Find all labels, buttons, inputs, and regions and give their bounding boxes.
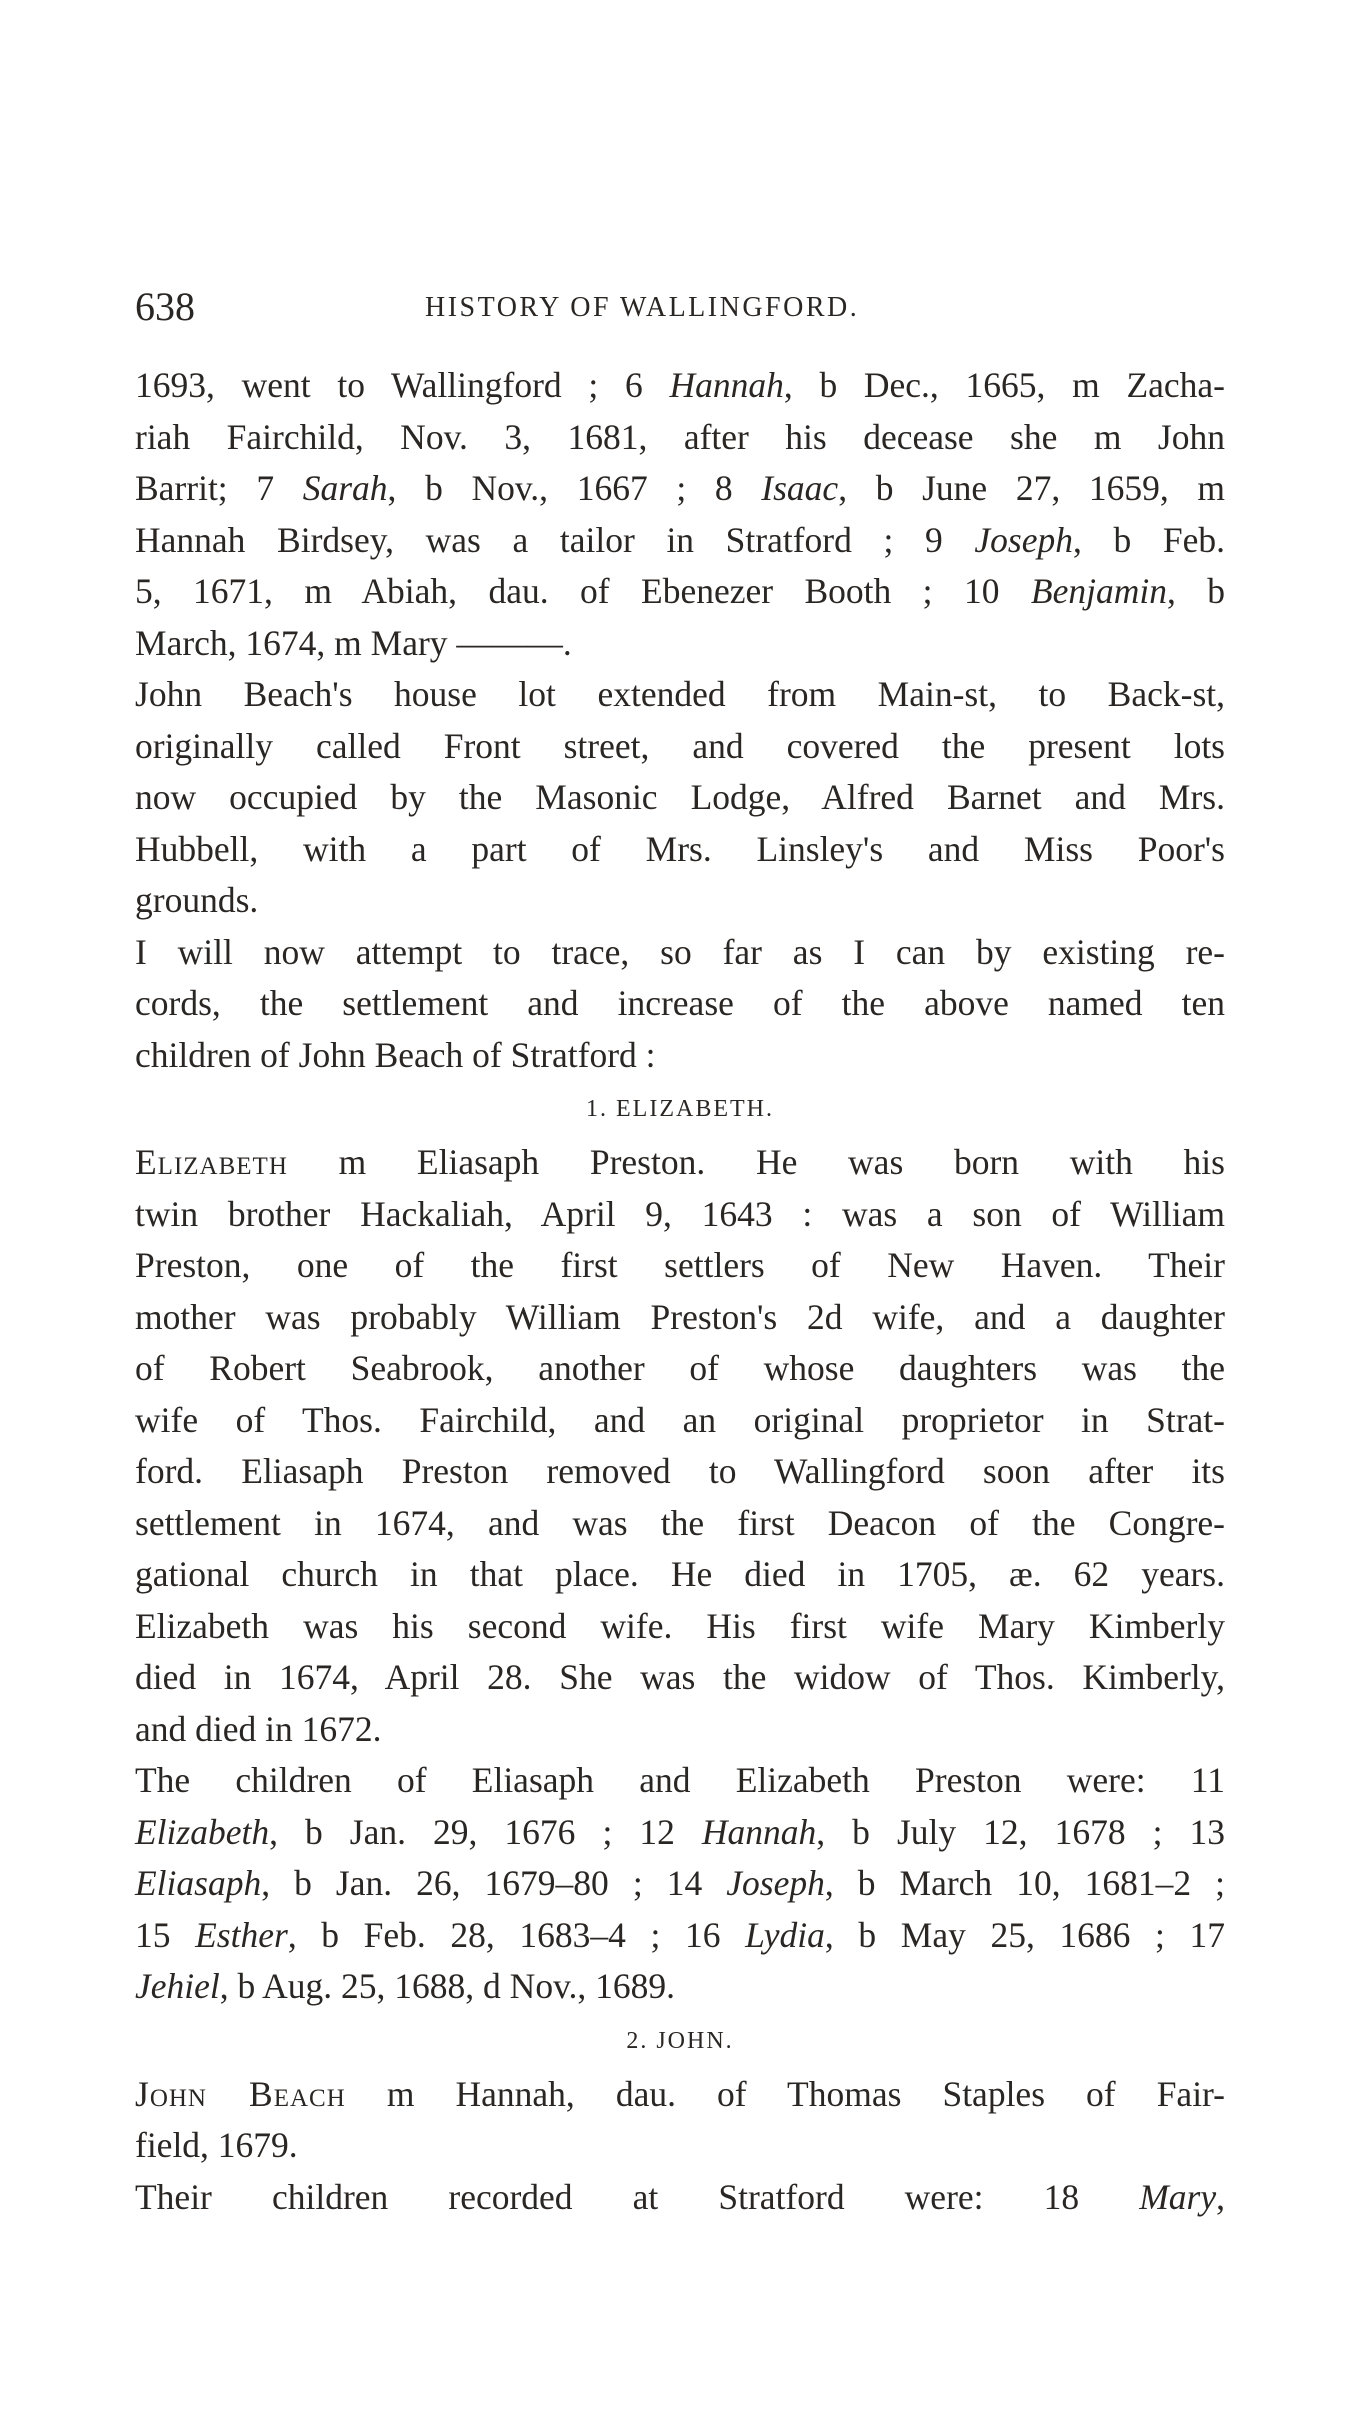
text-run: , b Dec., 1665, m Zacha- [783, 365, 1225, 405]
small-caps-name: John Beach [135, 2073, 346, 2114]
paragraph-john-children [135, 2172, 1225, 2224]
text-line: mother was probably William Preston's 2d wife, and a daughter [135, 1296, 1225, 1337]
text-run: m Eliasaph Preston. He was born with his [287, 1142, 1225, 1182]
text-run: , b March 10, 1681–2 ; [824, 1863, 1226, 1903]
text-run: 15 [135, 1914, 196, 1955]
text-line: children of John Beach of Stratford : [135, 1034, 656, 1075]
text-run: Barrit; 7 [135, 468, 303, 508]
text-run: , b June 27, 1659, m [838, 468, 1225, 508]
paragraph-elizabeth [135, 1137, 1225, 1755]
text-line: Hubbell, with a part of Mrs. Linsley's and Miss Poor's [135, 828, 1225, 869]
paragraph-intro [135, 927, 1225, 1082]
italic-name: Hannah [669, 365, 784, 405]
text-line: of Robert Seabrook, another of whose daughters was the [135, 1348, 1225, 1388]
text-run: m Hannah, dau. of Thomas Staples of Fair- [345, 2073, 1225, 2114]
page-number: 638 [135, 284, 195, 329]
text-line [135, 515, 1225, 567]
text-run: , b Aug. 25, 1688, d Nov., 1689. [219, 1966, 676, 2006]
text-line: and died in 1672. [135, 1708, 382, 1749]
text-line: Elizabeth was his second wife. His first wife Mary Kimberly [135, 1605, 1225, 1646]
text-line: March, 1674, m Mary ———. [135, 622, 572, 663]
text-run: , b Jan. 26, 1679–80 ; 14 [261, 1863, 727, 1903]
text-run: , b [1166, 571, 1225, 611]
text-line [135, 566, 1225, 618]
italic-name: Sarah [302, 468, 388, 508]
text-run: Hannah Birdsey, was a tailor in Stratford ; 9 [135, 519, 975, 560]
text-line: now occupied by the Masonic Lodge, Alfred Barnet and Mrs. [135, 777, 1225, 817]
italic-name: Lydia [745, 1914, 825, 1955]
text-line [135, 2069, 1225, 2121]
body-text [135, 360, 1225, 2223]
text-line: died in 1674, April 28. She was the widow of Thos. Kimberly, [135, 1657, 1225, 1697]
text-line: grounds. [135, 880, 259, 920]
text-line: field, 1679. [135, 2125, 298, 2165]
text-run: , b Nov., 1667 ; 8 [387, 468, 762, 508]
text-line [135, 463, 1225, 515]
italic-name: Elizabeth [135, 1811, 270, 1852]
paragraph-house-lot [135, 669, 1225, 927]
text-line: ford. Eliasaph Preston removed to Wallingford soon after its [135, 1451, 1225, 1491]
text-line: Preston, one of the first settlers of New Haven. Their [135, 1245, 1225, 1285]
text-line: gational church in that place. He died in 1705, æ. 62 years. [135, 1554, 1225, 1594]
text-line: The children of Eliasaph and Elizabeth Preston were: 11 [135, 1760, 1225, 1800]
italic-name: Esther [195, 1914, 288, 1955]
italic-name: Benjamin [1030, 571, 1167, 611]
section-heading-elizabeth: 1. ELIZABETH. [586, 1096, 774, 1122]
italic-name: Jehiel [135, 1966, 220, 2006]
italic-name: Eliasaph [135, 1863, 262, 1903]
text-line: I will now attempt to trace, so far as I can by existing re- [135, 931, 1225, 972]
text-run: , b Feb. [1072, 519, 1225, 560]
text-run: , [1216, 2176, 1225, 2217]
italic-name: Mary [1139, 2176, 1217, 2217]
text-line: John Beach's house lot extended from Main-st, to Back-st, [135, 674, 1225, 714]
running-title: HISTORY OF WALLINGFORD. [425, 292, 860, 323]
text-line [135, 1858, 1225, 1910]
paragraph-children-continued [135, 360, 1225, 669]
text-line: twin brother Hackaliah, April 9, 1643 : was a son of William [135, 1193, 1225, 1234]
italic-name: Joseph [726, 1863, 825, 1903]
text-line: settlement in 1674, and was the first Deacon of the Congre- [135, 1502, 1225, 1543]
text-run: , b Feb. 28, 1683–4 ; 16 [287, 1914, 746, 1955]
text-line: cords, the settlement and increase of the above named ten [135, 983, 1225, 1023]
text-line: wife of Thos. Fairchild, and an original proprietor in Strat- [135, 1399, 1225, 1440]
text-line [135, 360, 1225, 412]
text-run: 5, 1671, m Abiah, dau. of Ebenezer Booth ; 10 [135, 571, 1031, 611]
text-run: , b May 25, 1686 ; 17 [824, 1914, 1226, 1955]
text-line: riah Fairchild, Nov. 3, 1681, after his decease she m John [135, 416, 1225, 457]
running-head [135, 282, 1225, 332]
text-line [135, 1910, 1225, 1962]
text-run: , b Jan. 29, 1676 ; 12 [269, 1811, 702, 1852]
text-line [135, 1961, 1225, 2013]
small-caps-name: Elizabeth [135, 1142, 288, 1182]
italic-name: Joseph [974, 519, 1073, 560]
italic-name: Hannah [701, 1811, 817, 1852]
text-line [135, 1137, 1225, 1189]
section-heading-john: 2. JOHN. [626, 2027, 734, 2054]
text-line: originally called Front street, and covered the present lots [135, 725, 1225, 766]
paragraph-john [135, 2069, 1225, 2172]
text-line [135, 1807, 1225, 1859]
text-run: 1693, went to Wallingford ; 6 [135, 365, 670, 405]
text-run: , b July 12, 1678 ; 13 [816, 1811, 1226, 1852]
text-run: Their children recorded at Stratford were: 18 [135, 2176, 1140, 2217]
text-line [135, 2172, 1225, 2224]
italic-name: Isaac [761, 468, 839, 508]
paragraph-preston-children [135, 1755, 1225, 2013]
